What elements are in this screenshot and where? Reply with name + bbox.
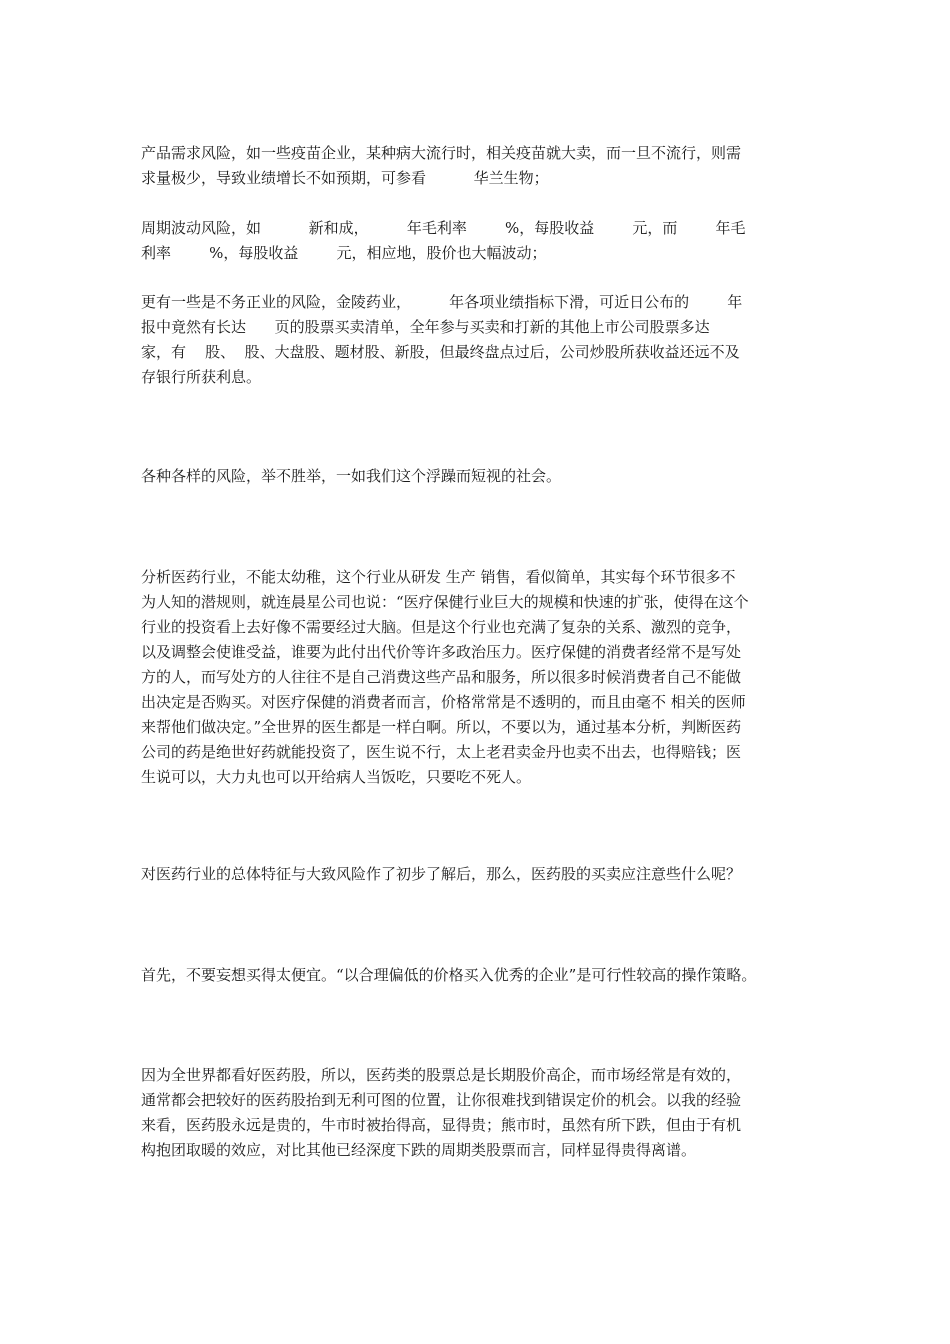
paragraph-cyclical-risk [141,216,813,266]
paragraph-first-principle [141,963,813,988]
text-line: 以及调整会使谁受益，谁要为此付出代价等许多政治压力。医疗保健的消费者经常不是写处 [141,643,742,661]
text-line: 来看，医药股永远是贵的，牛市时被抬得高，显得贵；熊市时，虽然有所下跌，但由于有机 [141,1116,742,1134]
text-line: 周期波动风险，如 新和成， 年毛利率 %，每股收益 元，而 年毛 [141,219,746,237]
text-line: 利率 %，每股收益 元，相应地，股价也大幅波动； [141,244,547,262]
text-line: 首先，不要妄想买得太便宜。“以合理偏低的价格买入优秀的企业”是可行性较高的操作策略。 [141,966,757,984]
text-line: 出决定是否购买。对医疗保健的消费者而言，价格常常是不透明的，而且由毫不 相关的医师 [141,693,746,711]
text-line: 存银行所获利息。 [141,368,262,386]
text-line: 行业的投资看上去好像不需要经过大脑。但是这个行业也充满了复杂的关系、激烈的竞争， [141,618,742,636]
text-line: 构抱团取暖的效应，对比其他已经深度下跌的周期类股票而言，同样显得贵得离谱。 [141,1141,697,1159]
text-line: 更有一些是不务正业的风险，金陵药业， 年各项业绩指标下滑，可近日公布的 年 [141,293,743,311]
paragraph-non-core-business-risk [141,290,813,390]
text-line: 产品需求风险，如一些疫苗企业，某种病大流行时，相关疫苗就大卖，而一旦不流行，则需 [141,144,742,162]
text-line: 方的人，而写处方的人往往不是自己消费这些产品和服务，所以很多时候消费者自己不能做 [141,668,742,686]
text-line: 生说可以，大力丸也可以开给病人当饭吃，只要吃不死人。 [141,768,532,786]
text-line: 各种各样的风险，举不胜举，一如我们这个浮躁而短视的社会。 [141,467,562,485]
text-line: 来帮他们做决定。”全世界的医生都是一样白啊。所以，不要以为，通过基本分析，判断医药 [141,718,742,736]
text-line: 对医药行业的总体特征与大致风险作了初步了解后，那么，医药股的买卖应注意些什么呢？ [141,865,742,883]
text-line: 求量极少，导致业绩增长不如预期，可参看 华兰生物； [141,169,549,187]
text-line: 报中竟然有长达 页的股票买卖清单，全年参与买卖和打新的其他上市公司股票多达 [141,318,710,336]
text-line: 分析医药行业，不能太幼稚，这个行业从研发 生产 销售，看似简单，其实每个环节很多不 [141,568,736,586]
text-line: 家，有 股、 股、大盘股、题材股、新股，但最终盘点过后，公司炒股所获收益还远不及 [141,343,740,361]
paragraph-product-demand-risk [141,141,813,191]
paragraph-various-risks [141,464,813,489]
text-line: 因为全世界都看好医药股，所以，医药类的股票总是长期股价高企，而市场经常是有效的， [141,1066,742,1084]
paragraph-valuation [141,1063,813,1163]
text-line: 为人知的潜规则，就连晨星公司也说：“医疗保健行业巨大的规模和快速的扩张，使得在这个 [141,593,749,611]
paragraph-question [141,862,813,887]
text-line: 通常都会把较好的医药股抬到无利可图的位置，让你很难找到错误定价的机会。以我的经验 [141,1091,742,1109]
paragraph-industry-analysis [141,565,813,790]
text-line: 公司的药是绝世好药就能投资了，医生说不行，太上老君卖金丹也卖不出去，也得赔钱；医 [141,743,742,761]
